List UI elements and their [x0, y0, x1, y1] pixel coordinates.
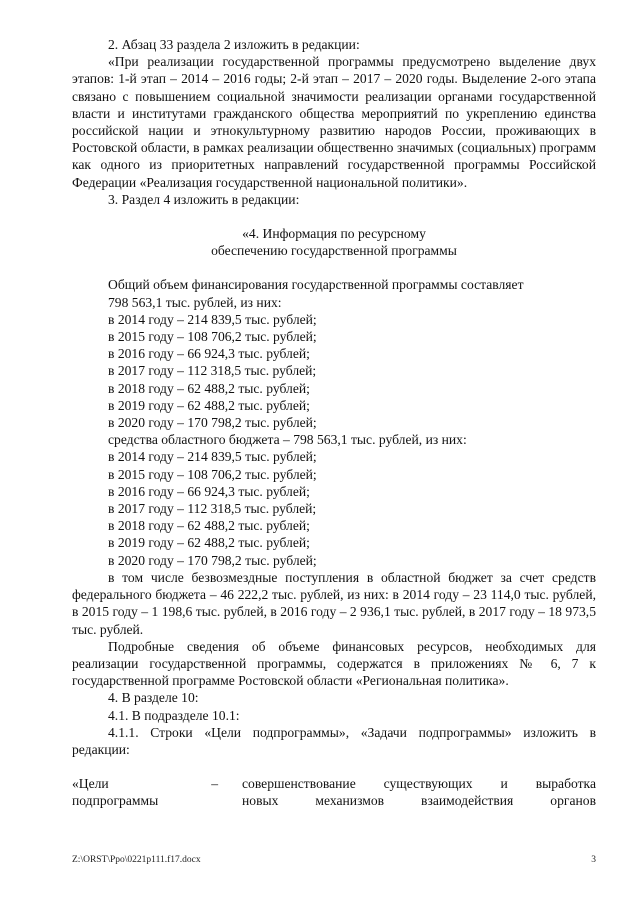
regional-year-2015: в 2015 году – 108 706,2 тыс. рублей; [108, 466, 317, 482]
table-label-word1: «Цели [72, 776, 109, 792]
table-text-line1: совершенствование существующих и выработка [242, 776, 596, 792]
table-text-line2: новых механизмов взаимодействия органов [242, 793, 596, 809]
total-year-2018: в 2018 году – 62 488,2 тыс. рублей; [108, 380, 310, 396]
regional-year-2016: в 2016 году – 66 924,3 тыс. рублей; [108, 483, 310, 499]
regional-year-2017: в 2017 году – 112 318,5 тыс. рублей; [108, 501, 317, 517]
table-label-line [72, 775, 242, 792]
paragraph-item-4-1-1: 4.1.1. Строки «Цели подпрограммы», «Задачи подпрограммы» изложить в редакции: [72, 724, 596, 757]
paragraph-item-3: 3. Раздел 4 изложить в редакции: [108, 191, 300, 207]
total-year-2016: в 2016 году – 66 924,3 тыс. рублей; [108, 346, 310, 362]
regional-budget-line: средства областного бюджета – 798 563,1 тыс. рублей, из них: [108, 432, 467, 448]
footer-file-path: Z:\ORST\Ppo\0221p111.f17.docx [72, 855, 201, 865]
regional-year-2020: в 2020 году – 170 798,2 тыс. рублей; [108, 552, 317, 568]
page-footer [72, 855, 596, 865]
paragraph-federal-funds: в том числе безвозмездные поступления в областной бюджет за счет средств федерального бюджета – 46 222,2 тыс. рублей, из них: в 2014 году – 23 114,0 тыс. рублей, в 2015 году – 1 198,6 тыс. рублей, в 2016 году – 2 936,1 тыс. рублей, в 2017 году – 18 973,5 тыс. рублей. [72, 569, 596, 637]
spacer [72, 208, 596, 225]
footer-page-number: 3 [591, 855, 596, 865]
total-funding-line2: 798 563,1 тыс. рублей, из них: [108, 294, 282, 310]
paragraph-details: Подробные сведения об объеме финансовых ресурсов, необходимых для реализации государственной программы, содержатся в приложениях № 6, 7 к государственной программе Ростовской области «Региональная политика». [72, 638, 596, 689]
table-text-cell [242, 775, 596, 809]
section-heading-line2: обеспечению государственной программы [211, 243, 457, 259]
regional-year-2019: в 2019 году – 62 488,2 тыс. рублей; [108, 535, 310, 551]
regional-year-2014: в 2014 году – 214 839,5 тыс. рублей; [108, 449, 317, 465]
paragraph-quote-section2: «При реализации государственной программы предусмотрено выделение двух этапов: 1-й этап – 2014 – 2016 годы; 2-й этап – 2017 – 2020 годы. Выделение 2-ого этапа связано с повышением социальной значимости реализации органами государственной власти и институтами гражданского общества мероприятий по укреплению единства российской нации и этнокультурному развитию народов России, проживающих в Ростовской области, в рамках реализации общественно значимых (социальных) программ как одного из приоритетных направлений государственной программы Российской Федерации «Реализация государственной национальной политики». [72, 54, 596, 190]
section-heading-line1: «4. Информация по ресурсному [242, 226, 426, 242]
paragraph-item-2: 2. Абзац 33 раздела 2 изложить в редакции: [108, 37, 360, 52]
total-year-2014: в 2014 году – 214 839,5 тыс. рублей; [108, 311, 317, 327]
total-year-2019: в 2019 году – 62 488,2 тыс. рублей; [108, 397, 310, 413]
document-page [72, 36, 596, 810]
paragraph-item-4: 4. В разделе 10: [108, 690, 199, 706]
total-funding-line1: Общий объем финансирования государственной программы составляет [108, 277, 524, 293]
paragraph-item-4-1: 4.1. В подразделе 10.1: [108, 707, 240, 723]
total-year-2015: в 2015 году – 108 706,2 тыс. рублей; [108, 329, 317, 345]
table-label-word2: подпрограммы [72, 793, 159, 809]
total-year-2017: в 2017 году – 112 318,5 тыс. рублей; [108, 363, 317, 379]
regional-year-2018: в 2018 году – 62 488,2 тыс. рублей; [108, 518, 310, 534]
spacer [72, 259, 596, 276]
total-year-2020: в 2020 году – 170 798,2 тыс. рублей; [108, 415, 317, 431]
table-label-cell [72, 775, 242, 809]
table-label-dash: – [211, 776, 218, 792]
table-row [72, 775, 596, 809]
